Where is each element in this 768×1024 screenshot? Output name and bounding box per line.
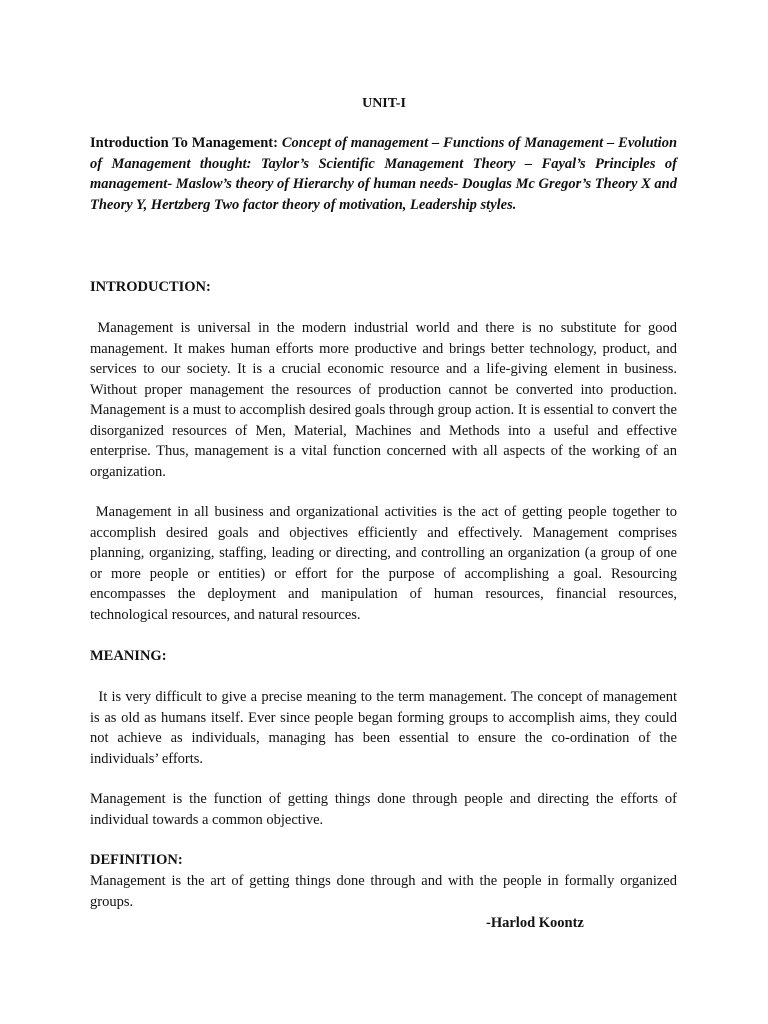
meaning-heading: MEANING: <box>90 648 167 664</box>
syllabus-paragraph <box>90 133 677 215</box>
introduction-paragraph-1 <box>90 318 677 482</box>
meaning-paragraph-2: Management is the function of getting things done through people and directing the efforts of individual towards a common objective. <box>90 791 677 828</box>
meaning-paragraph-1-text: It is very difficult to give a precise meaning to the term management. The concept of management is as old as humans itself. Ever since people began forming groups to accomplish aims, they could not achieve as individuals, managing has been essential to ensure the co-ordination of the individuals’ efforts. <box>90 689 677 767</box>
definition-text: Management is the art of getting things done through and with the people in formally organized groups. <box>90 873 677 910</box>
introduction-paragraph-2 <box>90 502 677 625</box>
syllabus-lead: Introduction To Management: <box>90 135 278 151</box>
definition-heading: DEFINITION: <box>90 852 183 868</box>
definition-attribution: -Harlod Koontz <box>486 915 584 931</box>
introduction-paragraph-2-text: Management in all business and organizational activities is the act of getting people together to accomplish desired goals and objectives efficiently and effectively. Management comprises planning, organizing, staffing, leading or directing, and controlling an organization (a group of one or more people or entities) or effort for the purpose of accomplishing a goal. Resourcing encompasses the deployment and manipulation of human resources, financial resources, technological resources, and natural resources. <box>90 504 678 623</box>
meaning-paragraph-1 <box>90 687 677 769</box>
syllabus-topics: Concept of management – Functions of Management – Evolution of Management thought: Taylor’s Scientific Management Theory – Fayal’s Principles of management- Maslow’s theory of Hierarchy of human needs- Douglas Mc Gregor’s Theory X and Theory Y, Hertzberg Two factor theory of motivation, Leadership styles. <box>90 135 678 213</box>
introduction-paragraph-1-text: Management is universal in the modern industrial world and there is no substitute for good management. It makes human efforts more productive and brings better technology, product, and services to our society. It is a crucial economic resource and a life-giving element in business. Without proper management the resources of production cannot be converted into production. Management is a must to accomplish desired goals through group action. It is essential to convert the disorganized resources of Men, Material, Machines and Methods into a useful and effective enterprise. Thus, management is a vital function concerned with all aspects of the working of an organization. <box>90 320 678 480</box>
introduction-heading: INTRODUCTION: <box>90 279 211 295</box>
unit-title: UNIT-I <box>362 96 406 111</box>
